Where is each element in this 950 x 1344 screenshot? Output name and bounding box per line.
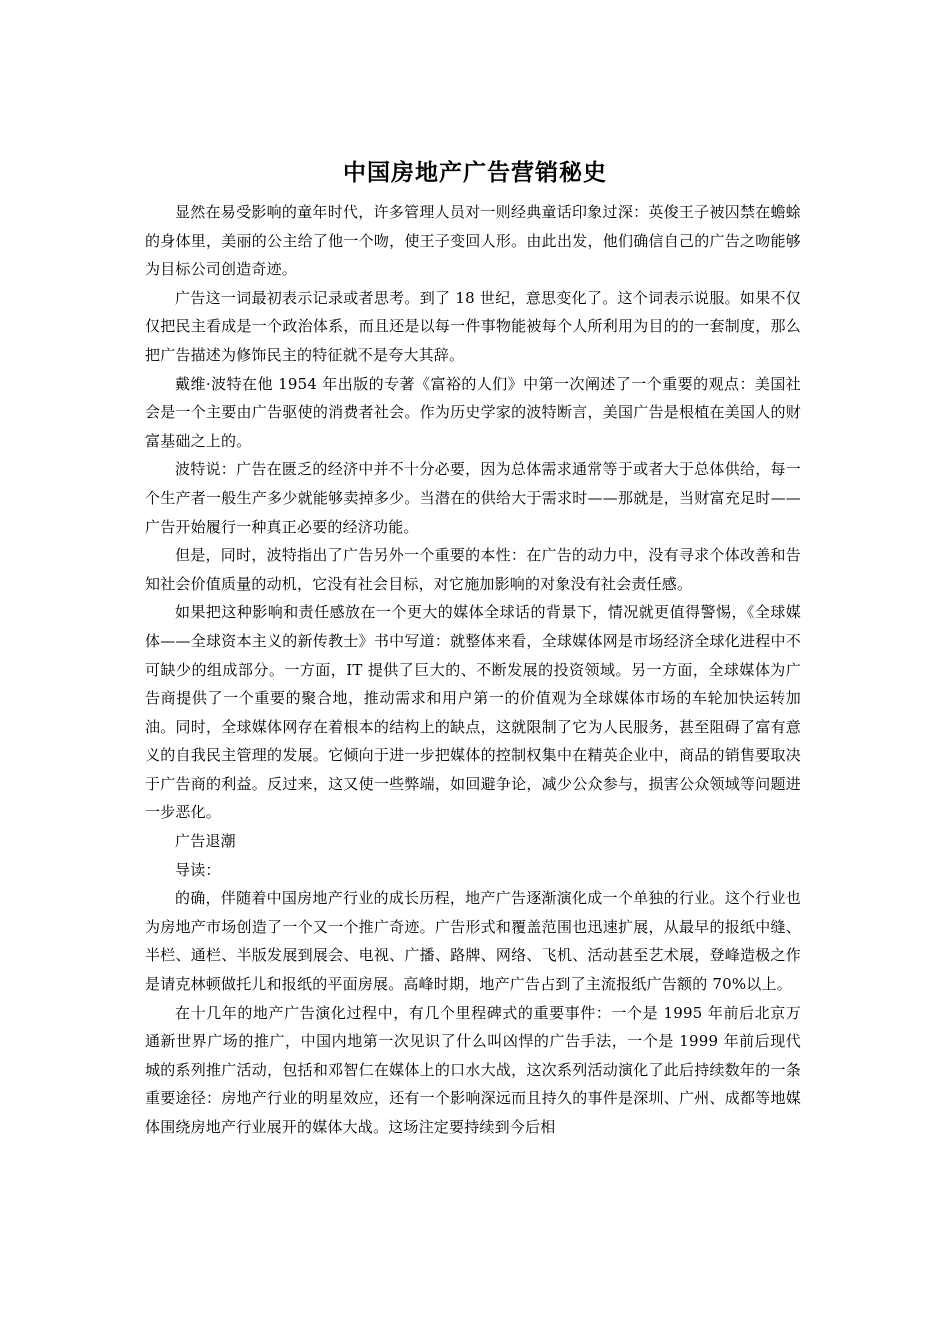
document-body (145, 198, 801, 1142)
lead-label: 导读： (175, 860, 221, 879)
paragraph: 在十几年的地产广告演化过程中，有几个里程碑式的重要事件：一个是 1995 年前后北京万通新世界广场的推广，中国内地第一次见识了什么叫凶悍的广告手法，一个是 1999 年前后现代城的系列推广活动，包括和邓智仁在媒体上的口水大战，这次系列活动演化了此后持续数年的一条重要途径：房地产行业的明星效应，还有一个影响深远而且持久的事件是深圳、广州、成都等地媒体围绕房地产行业展开的媒体大战。这场注定要持续到今后相 (145, 1003, 801, 1136)
paragraph: 但是，同时，波特指出了广告另外一个重要的本性：在广告的动力中，没有寻求个体改善和告知社会价值质量的动机，它没有社会目标，对它施加影响的对象没有社会责任感。 (145, 546, 801, 593)
paragraph: 的确，伴随着中国房地产行业的成长历程，地产广告逐渐演化成一个单独的行业。这个行业也为房地产市场创造了一个又一个推广奇迹。广告形式和覆盖范围也迅速扩展，从最早的报纸中缝、半栏、通栏、半版发展到展会、电视、广播、路牌、网络、飞机、活动甚至艺术展，登峰造极之作是请克林顿做托儿和报纸的平面房展。高峰时期，地产广告占到了主流报纸广告额的 70%以上。 (145, 889, 801, 994)
section-heading: 广告退潮 (175, 832, 236, 851)
paragraph: 如果把这种影响和责任感放在一个更大的媒体全球话的背景下，情况就更值得警惕，《全球媒体——全球资本主义的新传教士》书中写道：就整体来看，全球媒体网是市场经济全球化进程中不可缺少的组成部分。一方面，IT 提供了巨大的、不断发展的投资领域。另一方面，全球媒体为广告商提供了一个重要的聚合地，推动需求和用户第一的价值观为全球媒体市场的车轮加快运转加油。同时，全球媒体网存在着根本的结构上的缺点，这就限制了它为人民服务，甚至阻碍了富有意义的自我民主管理的发展。它倾向于进一步把媒体的控制权集中在精英企业中，商品的销售要取决于广告商的利益。反过来，这又使一些弊端，如回避争论，减少公众参与，损害公众领域等问题进一步恶化。 (145, 603, 801, 822)
document-title: 中国房地产广告营销秘史 (343, 159, 607, 186)
paragraph: 波特说：广告在匮乏的经济中并不十分必要，因为总体需求通常等于或者大于总体供给，每一个生产者一般生产多少就能够卖掉多少。当潜在的供给大于需求时——那就是，当财富充足时——广告开始履行一种真正必要的经济功能。 (145, 460, 801, 536)
paragraph: 戴维·波特在他 1954 年出版的专著《富裕的人们》中第一次阐述了一个重要的观点：美国社会是一个主要由广告驱使的消费者社会。作为历史学家的波特断言，美国广告是根植在美国人的财富基础之上的。 (145, 374, 801, 450)
paragraph: 广告这一词最初表示记录或者思考。到了 18 世纪，意思变化了。这个词表示说服。如果不仅仅把民主看成是一个政治体系，而且还是以每一件事物能被每个人所利用为目的的一套制度，那么把广告描述为修饰民主的特征就不是夸大其辞。 (145, 288, 801, 364)
paragraph: 显然在易受影响的童年时代，许多管理人员对一则经典童话印象过深：英俊王子被囚禁在蟾蜍的身体里，美丽的公主给了他一个吻，使王子变回人形。由此出发，他们确信自己的广告之吻能够为目标公司创造奇迹。 (145, 203, 801, 279)
